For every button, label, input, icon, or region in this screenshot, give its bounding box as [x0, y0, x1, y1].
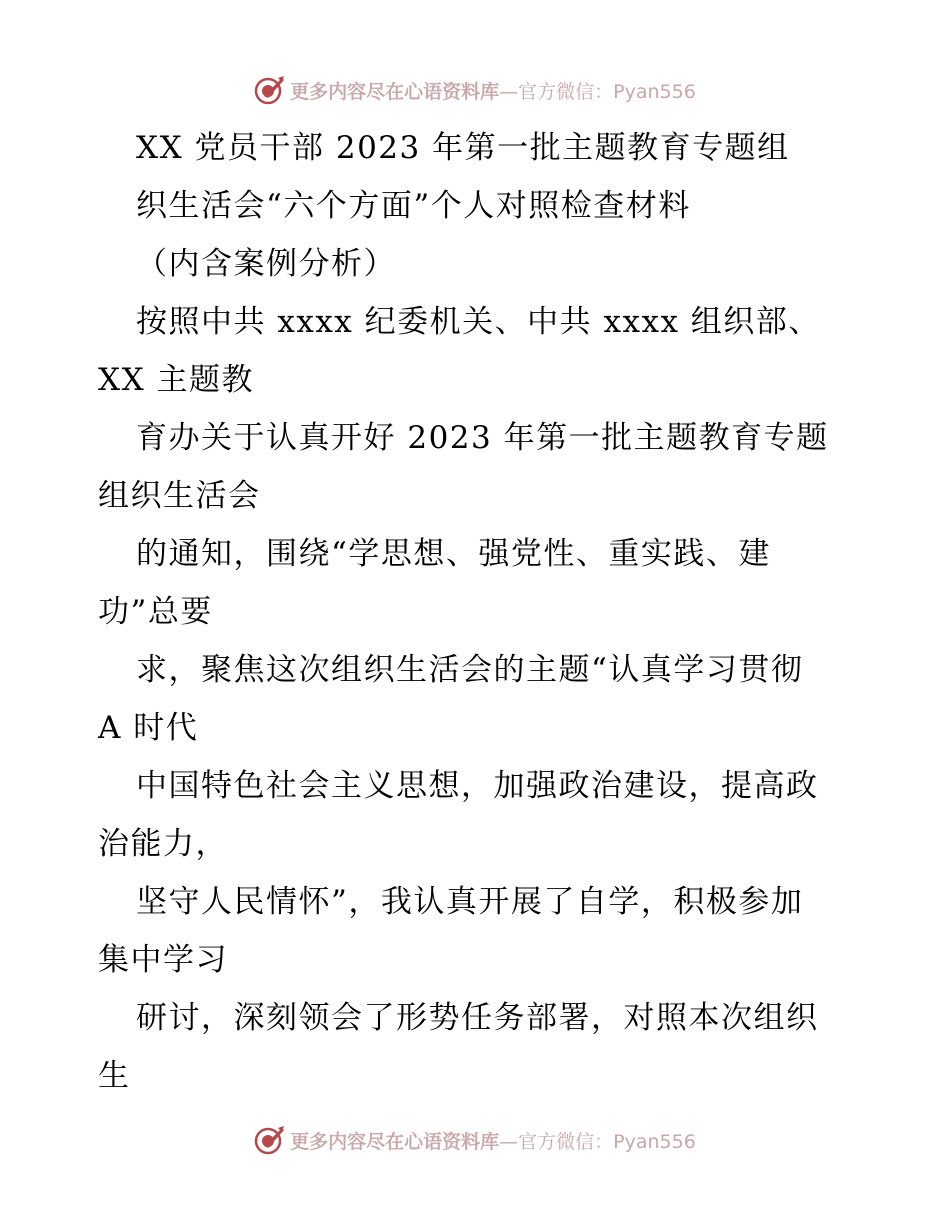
doc-line: 治能力， [98, 826, 228, 862]
quill-pen-emblem-icon [254, 1124, 286, 1156]
doc-line: XX 主题教 [98, 362, 254, 398]
header-promo-text: 更多内容尽在心语资料库 [290, 80, 500, 103]
doc-line: 中国特色社会主义思想，加强政治建设，提高政 [136, 768, 819, 804]
doc-line: 的通知，围绕“学思想、强党性、重实践、建 [136, 536, 771, 572]
quill-pen-emblem-icon [254, 74, 286, 106]
doc-line: A 时代 [98, 710, 199, 746]
header-banner [0, 70, 950, 110]
doc-line: 求，聚焦这次组织生活会的主题“认真学习贯彻 [136, 652, 804, 688]
doc-line: 研讨，深刻领会了形势任务部署，对照本次组织 [136, 1000, 819, 1036]
doc-line: 功”总要 [98, 594, 213, 630]
footer-promo-text: 更多内容尽在心语资料库 [290, 1130, 500, 1153]
doc-line: 集中学习 [98, 942, 228, 978]
doc-line: 生 [98, 1058, 131, 1094]
doc-line: 按照中共 xxxx 纪委机关、中共 xxxx 组织部、 [136, 304, 821, 340]
doc-line: XX 党员干部 2023 年第一批主题教育专题组 [136, 130, 790, 166]
header-contact-text: —官方微信：Pyan556 [499, 80, 696, 103]
doc-line: 织生活会“六个方面”个人对照检查材料 [136, 188, 691, 224]
doc-line: （内含案例分析） [136, 246, 396, 282]
doc-line: 组织生活会 [98, 478, 261, 514]
doc-line: 育办关于认真开好 2023 年第一批主题教育专题 [136, 420, 829, 456]
doc-line: 坚守人民情怀”，我认真开展了自学，积极参加 [136, 884, 804, 920]
footer-banner [0, 1120, 950, 1160]
footer-contact-text: —官方微信：Pyan556 [499, 1130, 696, 1153]
